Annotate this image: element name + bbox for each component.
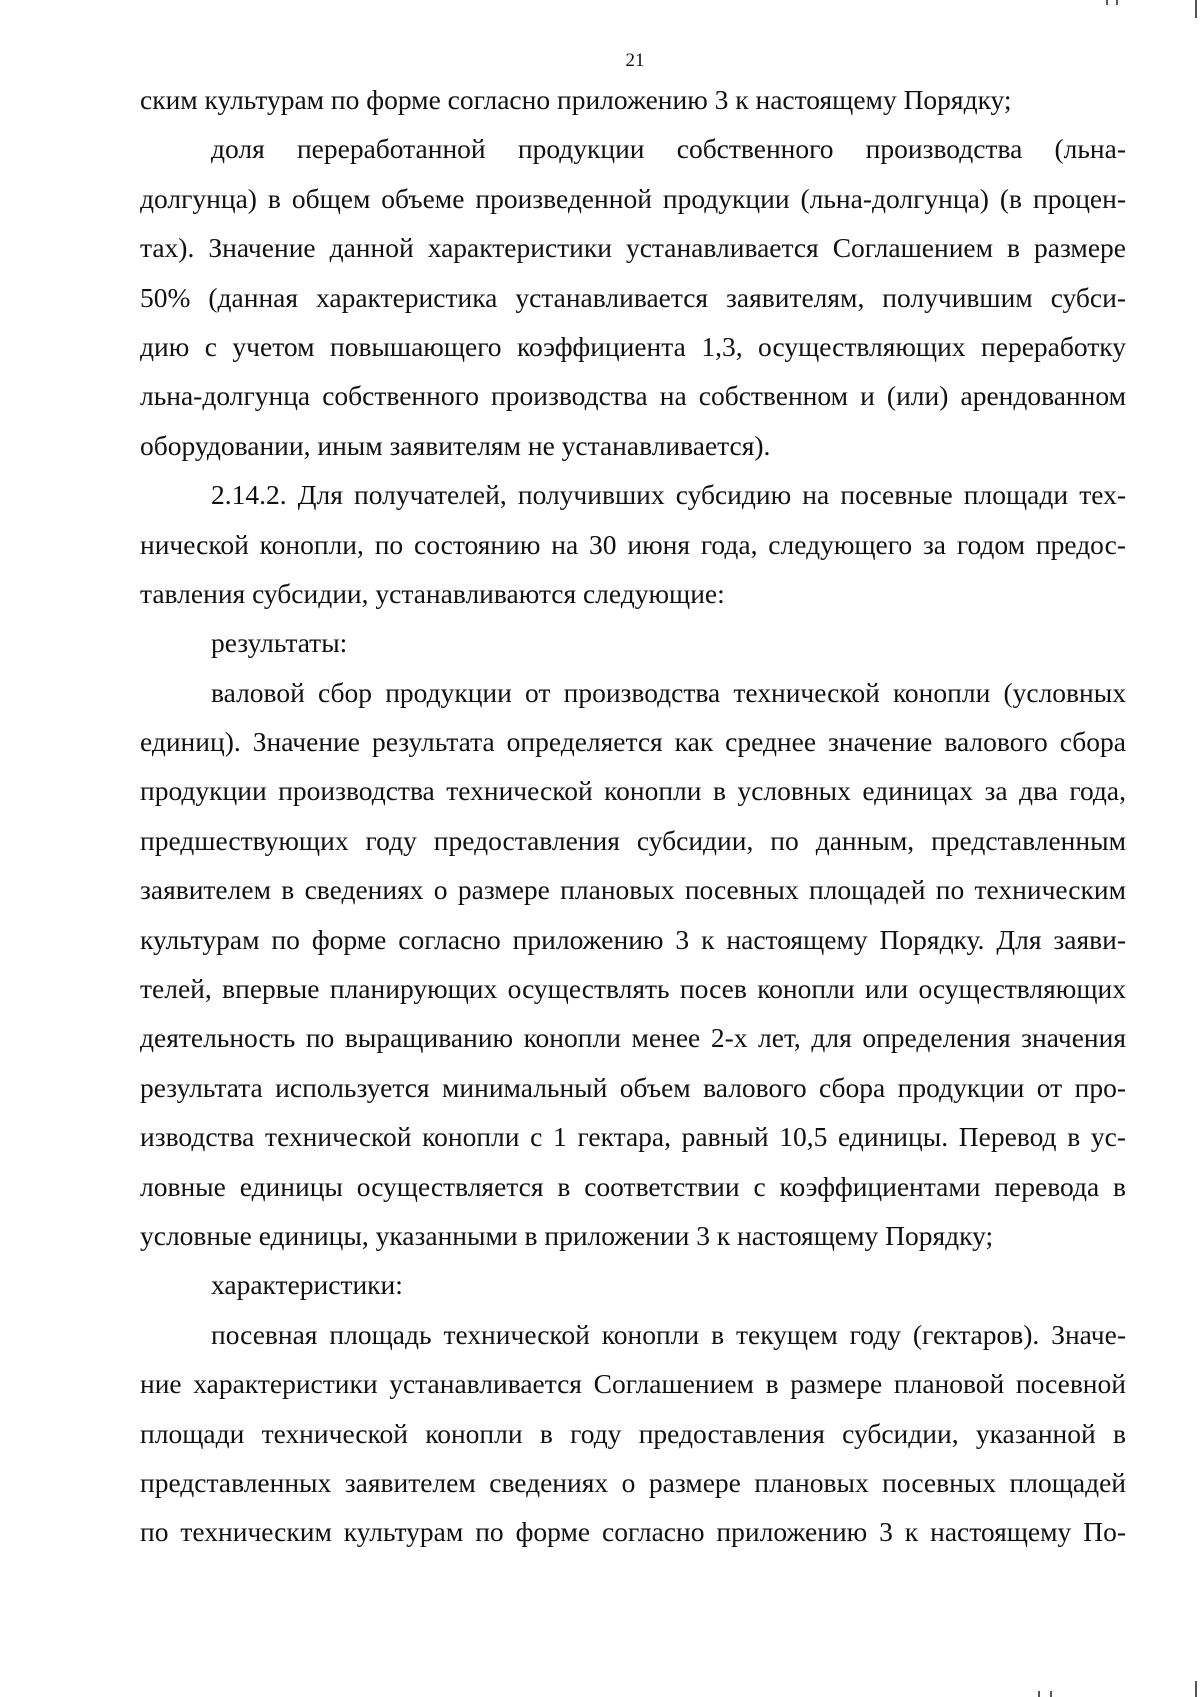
text-line: доля переработанной продукции собственного производства (льна- (211, 133, 1126, 165)
scan-mark (1038, 1691, 1040, 1697)
text-line: тавления субсидии, устанавливаются следующие: (140, 577, 725, 609)
text-line: 50% (данная характеристика устанавливается заявителям, получившим субси- (140, 281, 1126, 313)
text-line: телей, впервые планирующих осуществлять посев конопли или осуществляющих (140, 973, 1126, 1005)
text-line: ловные единицы осуществляется в соответствии с коэффициентами перевода в (140, 1170, 1126, 1202)
text-line: нической конопли, по состоянию на 30 июня года, следующего за годом предос- (140, 528, 1126, 560)
document-body (140, 75, 1126, 1557)
text-line: предшествующих году предоставления субсидии, по данным, представленным (140, 824, 1126, 856)
text-line: посевная площадь технической конопли в текущем году (гектаров). Значе- (211, 1318, 1126, 1350)
text-line: единиц). Значение результата определяется как среднее значение валового сбора (140, 726, 1126, 758)
text-line: условные единицы, указанными в приложении 3 к настоящему Порядку; (140, 1219, 994, 1251)
text-line: долгунца) в общем объеме произведенной продукции (льна-долгунца) (в процен- (140, 182, 1126, 214)
text-line: результаты: (211, 627, 348, 659)
text-line: деятельность по выращиванию конопли менее 2-х лет, для определения значения (140, 1022, 1126, 1054)
text-line: ским культурам по форме согласно приложению 3 к настоящему Порядку; (140, 84, 1012, 115)
text-line: продукции производства технической конопли в условных единицах за два года, (140, 775, 1126, 807)
scan-mark (1116, 0, 1118, 5)
text-line: изводства технической конопли с 1 гектара, равный 10,5 единицы. Перевод в ус- (140, 1121, 1126, 1153)
text-line: по техническим культурам по форме согласно приложению 3 к настоящему По- (140, 1516, 1126, 1548)
text-line: результата используется минимальный объем валового сбора продукции от про- (140, 1071, 1126, 1103)
text-line: культурам по форме согласно приложению 3 к настоящему Порядку. Для заяви- (140, 923, 1126, 955)
text-line: льна-долгунца собственного производства на собственном и (или) арендованном (140, 380, 1126, 412)
scan-mark (1195, 0, 1197, 18)
text-line: площади технической конопли в году предоставления субсидии, указанной в (140, 1417, 1126, 1449)
text-line: оборудовании, иным заявителям не устанавливается). (140, 429, 771, 461)
text-line: тах). Значение данной характеристики устанавливается Соглашением в размере (140, 232, 1126, 264)
text-line: ние характеристики устанавливается Соглашением в размере плановой посевной (140, 1368, 1126, 1400)
scan-mark (1050, 1691, 1052, 1697)
text-line: характеристики: (211, 1269, 403, 1301)
text-line: валовой сбор продукции от производства технической конопли (условных (211, 676, 1126, 708)
scan-mark (1195, 1681, 1197, 1697)
text-line: 2.14.2. Для получателей, получивших субсидию на посевные площади тех- (211, 479, 1126, 511)
page-number: 21 (625, 50, 645, 71)
text-line: заявителем в сведениях о размере плановых посевных площадей по техническим (140, 874, 1126, 906)
text-line: представленных заявителем сведениях о размере плановых посевных площадей (140, 1466, 1126, 1498)
text-line: дию с учетом повышающего коэффициента 1,3, осуществляющих переработку (140, 330, 1126, 362)
scan-mark (1106, 0, 1108, 5)
